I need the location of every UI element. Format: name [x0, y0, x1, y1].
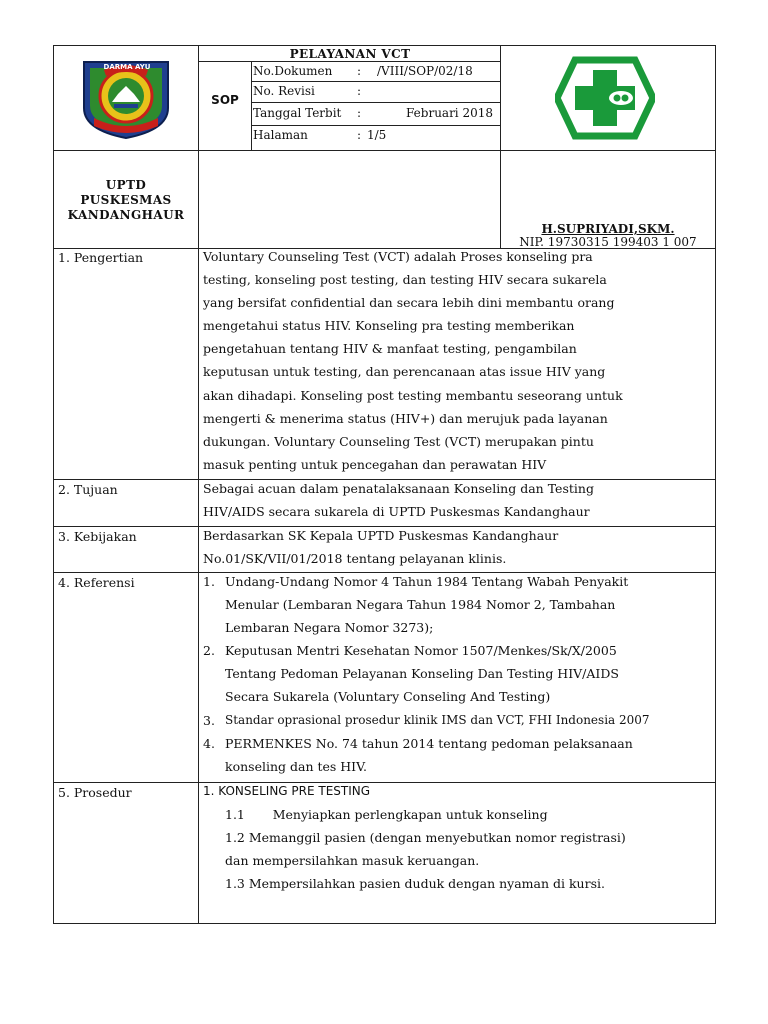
section-label-purpose: 2. Tujuan [58, 482, 118, 497]
text-line: yang bersifat confidential dan secara lebih dini membantu orang [203, 295, 615, 311]
list-item [203, 639, 708, 708]
procedure-heading: 1. KONSELING PRE TESTING [203, 784, 371, 798]
meta-rule-1 [251, 81, 501, 82]
procedure-step [203, 872, 708, 895]
meta-key: No.Dokumen [253, 64, 333, 78]
procedure-step [203, 826, 708, 872]
text-line: Berdasarkan SK Kepala UPTD Puskesmas Kandanghaur [203, 528, 559, 543]
text-line: PERMENKES No. 74 tahun 2014 tentang pedoman pelaksanaan [225, 735, 633, 751]
text-line: masuk penting untuk pencegahan dan perawatan HIV [203, 456, 547, 472]
document-title: PELAYANAN VCT [289, 47, 411, 61]
meta-sep: : [357, 84, 362, 98]
header-mid-rule [53, 150, 716, 151]
text-line: Voluntary Counseling Test (VCT) adalah Proses konseling pra [203, 249, 593, 264]
list-item [203, 709, 708, 732]
text-line: testing, konseling post testing, dan testing HIV secara sukarela [203, 272, 607, 288]
text-line: mengerti & menerima status (HIV+) dan merujuk pada layanan [203, 410, 608, 426]
signatory-name: H.SUPRIYADI,SKM. [541, 222, 675, 236]
text-line: Undang-Undang Nomor 4 Tahun 1984 Tentang Wabah Penyakit [225, 574, 629, 589]
sop-label: SOP [211, 93, 239, 107]
text-line: Menular (Lembaran Negara Tahun 1984 Nomor 2, Tambahan [225, 597, 616, 613]
text-line: Keputusan Mentri Kesehatan Nomor 1507/Menkes/Sk/X/2005 [225, 643, 617, 659]
text-line: dan mempersilahkan masuk keruangan. [225, 853, 480, 869]
section-label-references: 4. Referensi [58, 575, 135, 590]
text-line: Tentang Pedoman Pelayanan Konseling Dan Testing HIV/AIDS [225, 666, 619, 682]
text-line: 1.1 Menyiapkan perlengkapan untuk konseling [225, 807, 548, 823]
list-number: 2. [203, 643, 215, 659]
section-label-procedure: 5. Prosedur [58, 785, 132, 800]
text-line: dukungan. Voluntary Counseling Test (VCT) merupakan pintu [203, 433, 594, 449]
meta-value: 1/5 [367, 128, 387, 142]
org-line: UPTD [105, 178, 147, 192]
section-label-definition: 1. Pengertian [58, 250, 144, 265]
text-line: Standar oprasional prosedur klinik IMS dan VCT, FHI Indonesia 2007 [225, 712, 650, 727]
section-text-policy [203, 524, 708, 570]
list-item [203, 732, 708, 778]
text-line: Lembaran Negara Nomor 3273); [225, 620, 434, 636]
header-divider-right [500, 45, 501, 249]
text-line: Secara Sukarela (Voluntary Conseling And Testing) [225, 689, 551, 705]
list-number: 1. [203, 574, 215, 589]
section-label-policy: 3. Kebijakan [58, 529, 137, 544]
text-line: akan dihadapi. Konseling post testing membantu seseorang untuk [203, 387, 623, 403]
emblem-banner-text [98, 60, 156, 72]
section-text-purpose [203, 477, 708, 523]
meta-key: No. Revisi [253, 84, 315, 98]
text-line: No.01/SK/VII/01/2018 tentang pelayanan klinis. [203, 551, 507, 567]
puskesmas-cross-logo [555, 56, 655, 140]
section-text-definition [203, 245, 708, 476]
list-number: 4. [203, 735, 215, 751]
meta-sep: : [357, 128, 362, 142]
meta-sep: : [357, 64, 362, 78]
section-list-references [203, 570, 708, 778]
header-divider-sop [251, 61, 252, 151]
procedure-step [203, 803, 708, 826]
text-line: 1.2 Memanggil pasien (dengan menyebutkan nomor registrasi) [225, 830, 626, 846]
meta-value: Februari 2018 [406, 106, 493, 120]
text-line: pengetahuan tentang HIV & manfaat testing, pengambilan [203, 341, 577, 357]
text-line: konseling dan tes HIV. [225, 758, 367, 774]
section-text-procedure [203, 780, 708, 895]
signatory-nip: NIP. 19730315 199403 1 007 [519, 235, 697, 249]
text-line: mengetahui status HIV. Konseling pra testing memberikan [203, 318, 575, 334]
list-number: 3. [203, 712, 215, 728]
meta-rule-3 [251, 125, 501, 126]
meta-rule-2 [251, 102, 501, 103]
text-line: HIV/AIDS secara sukarela di UPTD Puskesmas Kandanghaur [203, 504, 590, 520]
organization-name [55, 178, 197, 223]
org-line: KANDANGHAUR [67, 208, 185, 222]
meta-sep: : [357, 106, 362, 120]
org-line: PUSKESMAS [80, 193, 172, 207]
title-rule [198, 61, 501, 62]
meta-key: Halaman [253, 128, 308, 142]
meta-key: Tanggal Terbit [253, 106, 342, 120]
text-line: 1.3 Mempersilahkan pasien duduk dengan nyaman di kursi. [225, 876, 605, 892]
meta-value: /VIII/SOP/02/18 [377, 64, 473, 78]
list-item [203, 570, 708, 639]
svg-text:DARMA AYU: DARMA AYU [103, 63, 151, 71]
text-line: Sebagai acuan dalam penatalaksanaan Konseling dan Testing [203, 481, 594, 496]
text-line: keputusan untuk testing, dan perencanaan atas issue HIV yang [203, 364, 606, 380]
